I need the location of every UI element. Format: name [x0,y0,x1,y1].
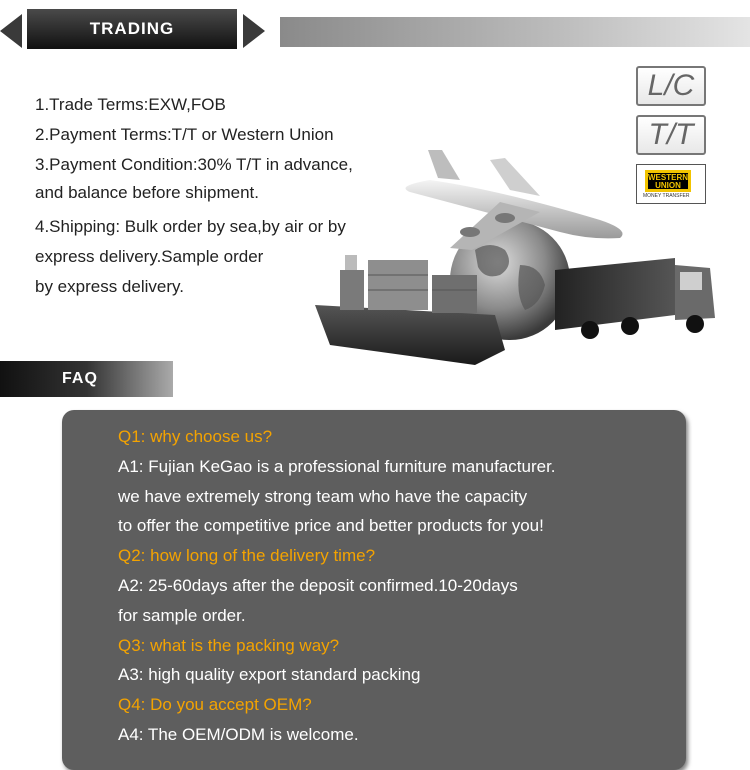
term-line: 2.Payment Terms:T/T or Western Union [35,125,334,144]
arrow-right-icon [243,14,265,48]
faq-question: Q4: Do you accept OEM? [118,695,312,715]
term-line: and balance before shipment. [35,183,259,202]
faq-answer: A1: Fujian KeGao is a professional furniture manufacturer. [118,456,556,476]
trading-title: TRADING [27,9,237,49]
term-line: 4.Shipping: Bulk order by sea,by air or by [35,217,346,236]
term-line: 3.Payment Condition:30% T/T in advance, [35,155,353,174]
logistics-illustration [300,140,750,380]
tt-icon: T/T [636,115,706,155]
faq-answer: to offer the competitive price and better products for you! [118,516,544,536]
faq-answer: for sample order. [118,605,246,625]
faq-question: Q1: why choose us? [118,427,273,446]
faq-answer: A4: The OEM/ODM is welcome. [118,724,359,744]
faq-answer: A2: 25-60days after the deposit confirmed.10-20days [118,575,518,595]
truck-icon [555,258,715,339]
arrow-left-icon [0,14,22,48]
faq-question: Q3: what is the packing way? [118,635,340,655]
faq-answer: A3: high quality export standard packing [118,665,421,685]
faq-content [118,422,556,750]
term-line: express delivery.Sample order [35,247,264,266]
western-union-icon: WESTERN UNION MONEY TRANSFER [636,164,706,204]
term-line: 1.Trade Terms:EXW,FOB [35,95,226,114]
header-strip [280,17,750,47]
faq-question: Q2: how long of the delivery time? [118,546,376,566]
term-line: by express delivery. [35,277,184,296]
lc-icon: L/C [636,66,706,106]
faq-answer: we have extremely strong team who have the capacity [118,486,528,506]
faq-title: FAQ [0,361,173,397]
